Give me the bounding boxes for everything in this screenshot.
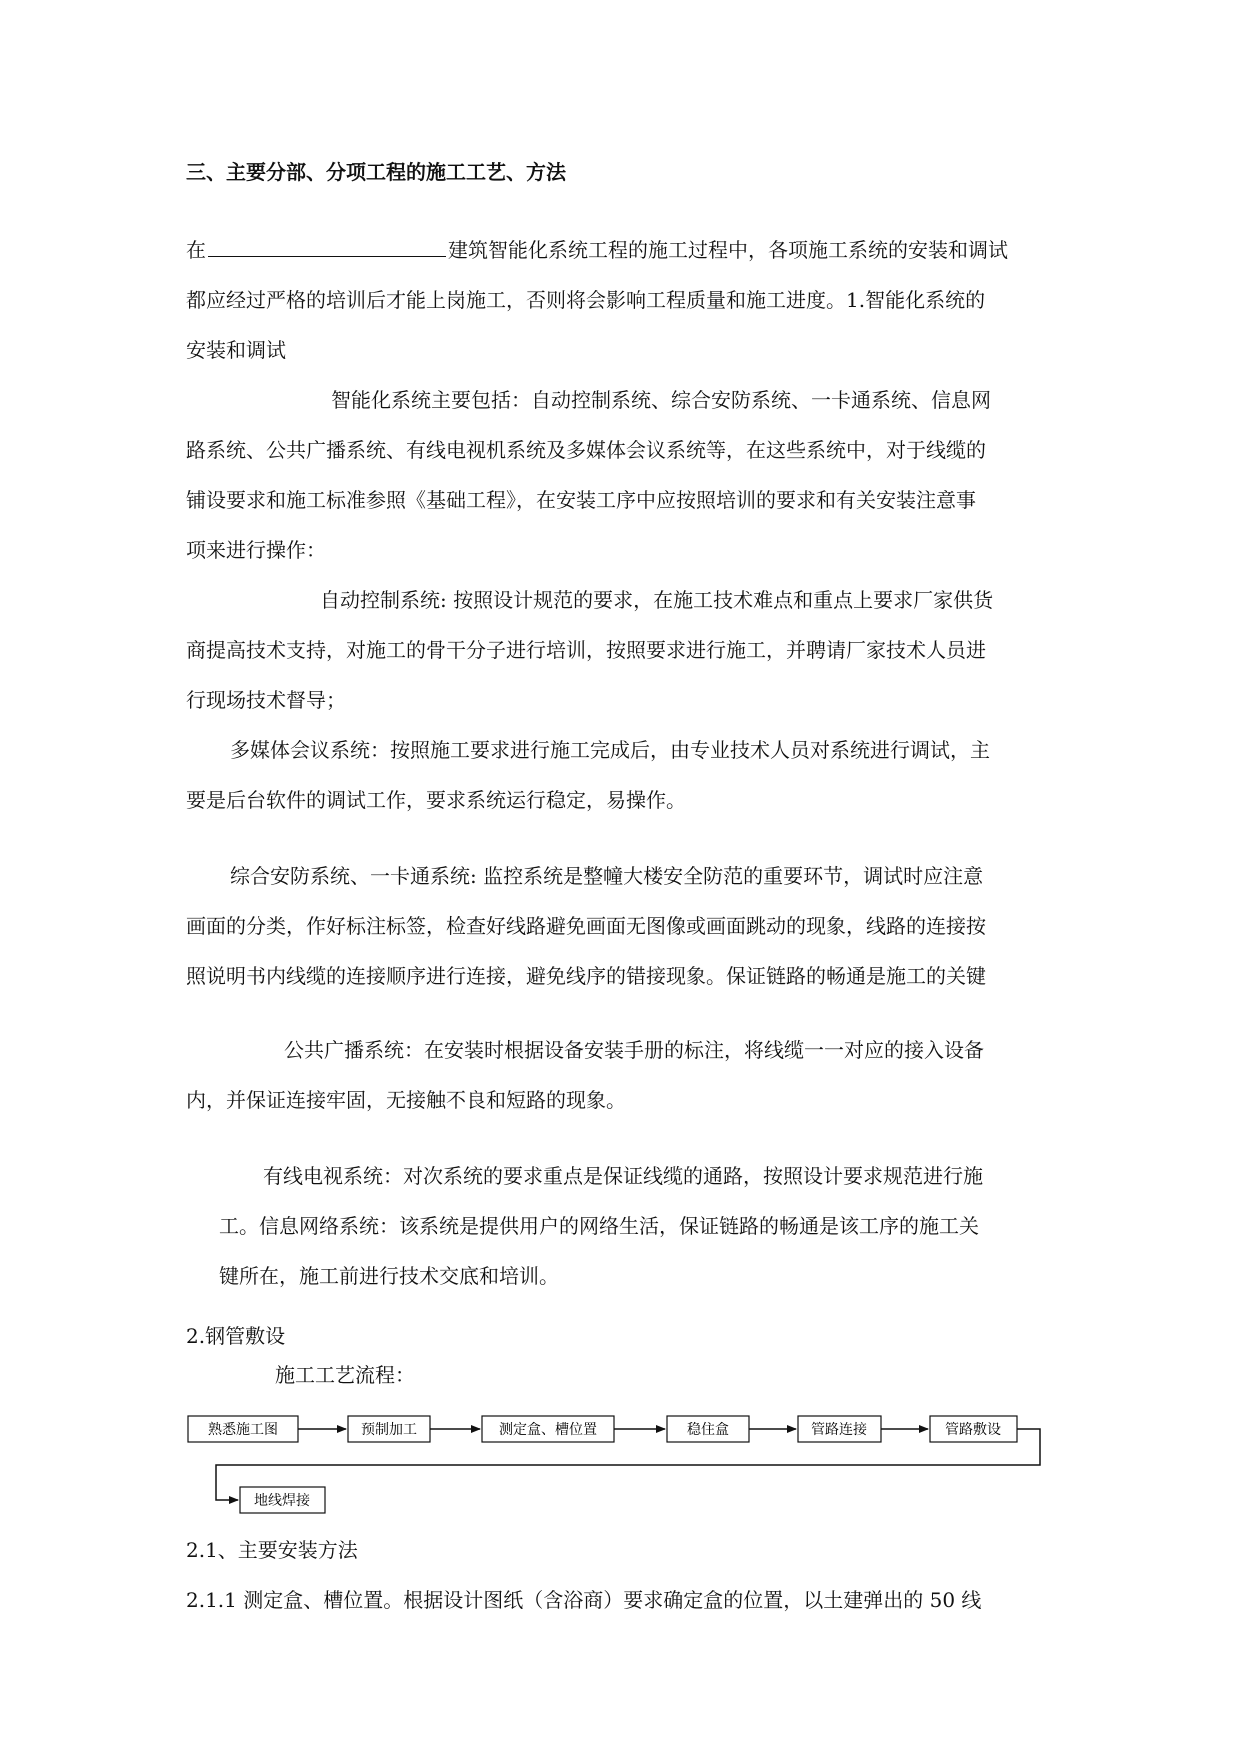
flow-step-label: 测定盒、槽位置 bbox=[499, 1422, 597, 1438]
main-para-line: 智能化系统主要包括：自动控制系统、综合安防系统、一卡通系统、信息网 bbox=[331, 388, 991, 412]
main-para-line: 路系统、公共广播系统、有线电视机系统及多媒体会议系统等，在这些系统中，对于线缆的 bbox=[186, 438, 986, 462]
flow-step-label: 管路连接 bbox=[811, 1422, 867, 1438]
flow-step-box bbox=[798, 1416, 881, 1442]
flow-title: 施工工艺流程： bbox=[275, 1363, 415, 1387]
tv-para-line: 键所在，施工前进行技术交底和培训。 bbox=[219, 1264, 559, 1288]
intro-line-3: 安装和调试 bbox=[186, 338, 286, 362]
broadcast-para-line: 内，并保证连接牢固，无接触不良和短路的现象。 bbox=[186, 1088, 626, 1112]
flow-step-label: 预制加工 bbox=[361, 1422, 417, 1438]
broadcast-para-line: 公共广播系统：在安装时根据设备安装手册的标注，将线缆一一对应的接入设备 bbox=[284, 1038, 984, 1062]
flow-step-box bbox=[667, 1416, 749, 1442]
flow-step-label: 地线焊接 bbox=[254, 1493, 310, 1509]
intro-line-2: 都应经过严格的培训后才能上岗施工，否则将会影响工程质量和施工进度。1.智能化系统的 bbox=[186, 288, 986, 312]
intro-suffix: 建筑智能化系统工程的施工过程中，各项施工系统的安装和调试 bbox=[448, 238, 1008, 262]
flow-step-box bbox=[240, 1487, 325, 1513]
flow-step-label: 稳住盒 bbox=[687, 1422, 729, 1438]
main-para-line: 铺设要求和施工标准参照《基础工程》，在安装工序中应按照培训的要求和有关安装注意事 bbox=[186, 488, 976, 512]
media-para-line: 要是后台软件的调试工作，要求系统运行稳定，易操作。 bbox=[186, 788, 686, 812]
auto-para-line: 行现场技术督导； bbox=[186, 688, 346, 712]
section-2-1-1-text: 2.1.1 测定盒、槽位置。根据设计图纸（含浴商）要求确定盒的位置，以土建弹出的 50 线 bbox=[186, 1588, 982, 1612]
flow-step-box bbox=[188, 1416, 298, 1442]
flow-step-label: 管路敷设 bbox=[945, 1422, 1001, 1438]
security-para-line: 综合安防系统、一卡通系统: 监控系统是整幢大楼安全防范的重要环节，调试时应注意 bbox=[230, 864, 984, 888]
security-para-line: 照说明书内线缆的连接顺序进行连接，避免线序的错接现象。保证链路的畅通是施工的关键 bbox=[186, 964, 986, 988]
media-para-line: 多媒体会议系统：按照施工要求进行施工完成后，由专业技术人员对系统进行调试，主 bbox=[230, 738, 990, 762]
section-2-1-title: 2.1、主要安装方法 bbox=[186, 1538, 358, 1562]
section-heading: 三、主要分部、分项工程的施工工艺、方法 bbox=[186, 160, 566, 184]
flow-step-box bbox=[930, 1416, 1017, 1442]
flow-step-box bbox=[482, 1416, 614, 1442]
section-2-title: 2.钢管敷设 bbox=[186, 1324, 286, 1348]
auto-para-line: 自动控制系统: 按照设计规范的要求，在施工技术难点和重点上要求厂家供货 bbox=[320, 588, 994, 612]
tv-para-line: 工。信息网络系统：该系统是提供用户的网络生活，保证链路的畅通是该工序的施工关 bbox=[219, 1214, 979, 1238]
main-para-line: 项来进行操作： bbox=[186, 538, 326, 562]
tv-para-line: 有线电视系统：对次系统的要求重点是保证线缆的通路，按照设计要求规范进行施 bbox=[263, 1164, 983, 1188]
flow-return-arrow bbox=[216, 1429, 1040, 1500]
auto-para-line: 商提高技术支持，对施工的骨干分子进行培训，按照要求进行施工，并聘请厂家技术人员进 bbox=[186, 638, 986, 662]
flow-step-box bbox=[348, 1416, 430, 1442]
intro-prefix: 在 bbox=[186, 238, 206, 262]
flow-step-label: 熟悉施工图 bbox=[208, 1422, 278, 1438]
security-para-line: 画面的分类，作好标注标签，检查好线路避免画面无图像或画面跳动的现象，线路的连接按 bbox=[186, 914, 986, 938]
